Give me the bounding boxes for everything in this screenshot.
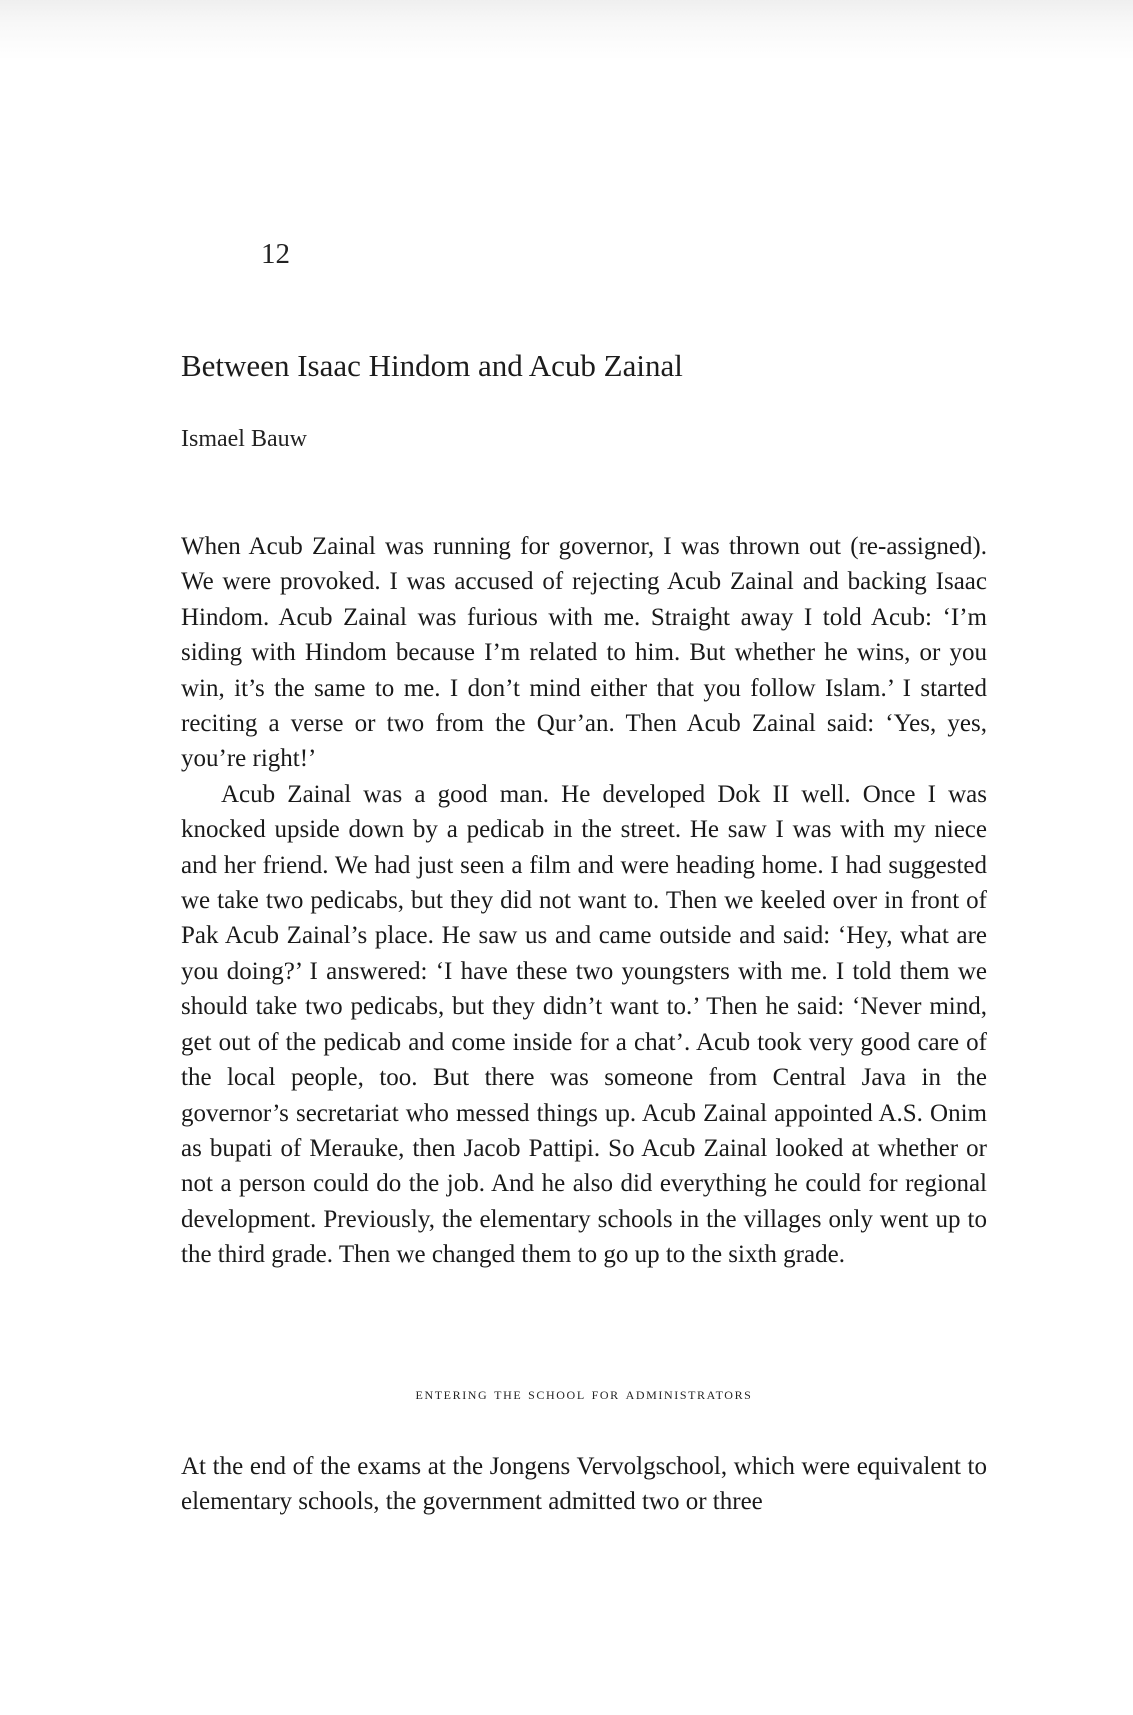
- chapter-body: [181, 529, 987, 1273]
- chapter-title: Between Isaac Hindom and Acub Zainal: [181, 348, 683, 383]
- chapter-author: Ismael Bauw: [181, 426, 307, 452]
- paragraph: When Acub Zainal was running for governor, I was thrown out (re-assigned). We were provoked. I was accused of rejecting Acub Zainal and backing Isaac Hindom. Acub Zainal was furious with me. Straight away I told Acub: ‘I’m siding with Hindom because I’m related to him. But whether he wins, or you win, it’s the same to me. I don’t mind either that you follow Islam.’ I started reciting a verse or two from the Qur’an. Then Acub Zainal said: ‘Yes, yes, you’re right!’: [181, 533, 987, 773]
- section-body: [181, 1449, 987, 1520]
- page-top-shadow: [0, 0, 1133, 60]
- paragraph: At the end of the exams at the Jongens Vervolgschool, which were equivalent to elementary schools, the government admitted two or three: [181, 1453, 987, 1516]
- paragraph: Acub Zainal was a good man. He developed Dok II well. Once I was knocked upside down by a pedicab in the street. He saw I was with my niece and her friend. We had just seen a film and were heading home. I had suggested we take two pedicabs, but they did not want to. Then we keeled over in front of Pak Acub Zainal’s place. He saw us and came outside and said: ‘Hey, what are you doing?’ I answered: ‘I have these two youngsters with me. I told them we should take two pedicabs, but they didn’t want to.’ Then he said: ‘Never mind, get out of the pedicab and come inside for a chat’. Acub took very good care of the local people, too. But there was someone from Central Java in the governor’s secretariat who messed things up. Acub Zainal appointed A.S. Onim as bupati of Merauke, then Jacob Pattipi. So Acub Zainal looked at whether or not a person could do the job. And he also did everything he could for regional development. Previously, the elementary schools in the villages only went up to the third grade. Then we changed them to go up to the sixth grade.: [181, 780, 987, 1269]
- chapter-number: 12: [261, 238, 290, 270]
- section-heading: entering the school for administrators: [415, 1384, 753, 1403]
